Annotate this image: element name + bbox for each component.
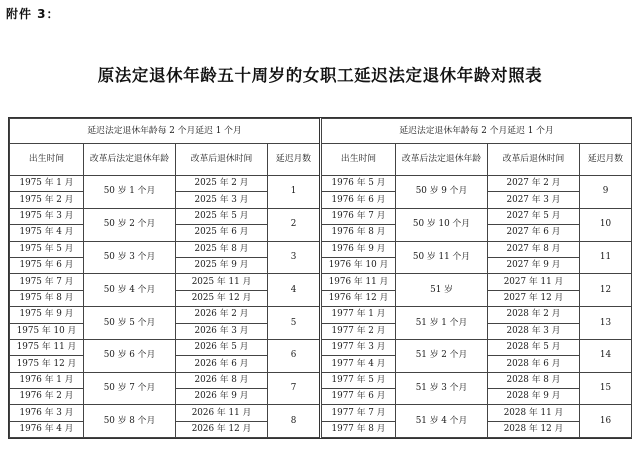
retirement-date-cell: 2026 年 3 月 [176, 323, 268, 339]
page-title: 原法定退休年龄五十周岁的女职工延迟法定退休年龄对照表 [97, 66, 543, 85]
retirement-age-cell: 51 岁 1 个月 [396, 307, 488, 340]
col-header-birth: 出生时间 [322, 144, 396, 176]
delay-months-cell: 10 [580, 208, 632, 241]
retirement-date-cell: 2028 年 12 月 [488, 421, 580, 437]
delay-months-cell: 2 [268, 208, 320, 241]
delay-months-cell: 9 [580, 176, 632, 209]
birth-date-cell: 1975 年 4 月 [10, 225, 84, 241]
birth-date-cell: 1976 年 7 月 [322, 208, 396, 224]
col-header-delay: 延迟月数 [268, 144, 320, 176]
birth-date-cell: 1976 年 1 月 [10, 372, 84, 388]
table-column-header-row [10, 144, 320, 176]
delay-months-cell: 6 [268, 339, 320, 372]
table-row [10, 208, 320, 224]
right-table [321, 118, 632, 438]
retirement-date-cell: 2025 年 12 月 [176, 290, 268, 306]
retirement-date-cell: 2026 年 2 月 [176, 307, 268, 323]
retirement-date-cell: 2027 年 9 月 [488, 257, 580, 273]
retirement-date-cell: 2028 年 8 月 [488, 372, 580, 388]
table-row [322, 405, 632, 421]
delay-months-cell: 11 [580, 241, 632, 274]
col-header-delay: 延迟月数 [580, 144, 632, 176]
birth-date-cell: 1975 年 6 月 [10, 257, 84, 273]
retirement-date-cell: 2026 年 6 月 [176, 356, 268, 372]
retirement-age-cell: 50 岁 2 个月 [84, 208, 176, 241]
retirement-date-cell: 2027 年 5 月 [488, 208, 580, 224]
table-row [10, 307, 320, 323]
table-right-half [321, 118, 631, 438]
attachment-label: 附件 3： [6, 7, 60, 21]
table-group-header-row [10, 119, 320, 144]
delay-months-cell: 4 [268, 274, 320, 307]
retirement-age-cell: 50 岁 5 个月 [84, 307, 176, 340]
table-row [10, 241, 320, 257]
retirement-date-cell: 2028 年 2 月 [488, 307, 580, 323]
table-row [322, 176, 632, 192]
retirement-age-cell: 50 岁 8 个月 [84, 405, 176, 438]
retirement-date-cell: 2028 年 5 月 [488, 339, 580, 355]
retirement-age-cell: 50 岁 9 个月 [396, 176, 488, 209]
birth-date-cell: 1975 年 11 月 [10, 339, 84, 355]
col-header-retire: 改革后退休时间 [488, 144, 580, 176]
table-row [10, 274, 320, 290]
delay-months-cell: 7 [268, 372, 320, 405]
retirement-date-cell: 2025 年 9 月 [176, 257, 268, 273]
table-row [322, 372, 632, 388]
birth-date-cell: 1976 年 3 月 [10, 405, 84, 421]
birth-date-cell: 1977 年 8 月 [322, 421, 396, 437]
retirement-date-cell: 2026 年 12 月 [176, 421, 268, 437]
table-row [10, 405, 320, 421]
retirement-age-cell: 50 岁 3 个月 [84, 241, 176, 274]
birth-date-cell: 1976 年 5 月 [322, 176, 396, 192]
retirement-date-cell: 2026 年 9 月 [176, 389, 268, 405]
col-header-age: 改革后法定退休年龄 [396, 144, 488, 176]
retirement-age-cell: 51 岁 3 个月 [396, 372, 488, 405]
birth-date-cell: 1976 年 9 月 [322, 241, 396, 257]
delay-months-cell: 13 [580, 307, 632, 340]
birth-date-cell: 1977 年 2 月 [322, 323, 396, 339]
delay-months-cell: 16 [580, 405, 632, 438]
table-row [322, 208, 632, 224]
delay-months-cell: 3 [268, 241, 320, 274]
col-header-birth: 出生时间 [10, 144, 84, 176]
retirement-date-cell: 2027 年 12 月 [488, 290, 580, 306]
group-header: 延迟法定退休年龄每 2 个月延迟 1 个月 [10, 119, 320, 144]
delay-months-cell: 14 [580, 339, 632, 372]
retirement-date-cell: 2025 年 5 月 [176, 208, 268, 224]
retirement-date-cell: 2027 年 3 月 [488, 192, 580, 208]
table-row [322, 274, 632, 290]
retirement-age-cell: 51 岁 2 个月 [396, 339, 488, 372]
retirement-date-cell: 2025 年 8 月 [176, 241, 268, 257]
retirement-date-cell: 2025 年 2 月 [176, 176, 268, 192]
col-header-age: 改革后法定退休年龄 [84, 144, 176, 176]
birth-date-cell: 1975 年 2 月 [10, 192, 84, 208]
birth-date-cell: 1977 年 5 月 [322, 372, 396, 388]
retirement-age-cell: 51 岁 4 个月 [396, 405, 488, 438]
birth-date-cell: 1975 年 5 月 [10, 241, 84, 257]
retirement-date-cell: 2026 年 5 月 [176, 339, 268, 355]
retirement-age-cell: 50 岁 1 个月 [84, 176, 176, 209]
group-header: 延迟法定退休年龄每 2 个月延迟 1 个月 [322, 119, 632, 144]
birth-date-cell: 1977 年 7 月 [322, 405, 396, 421]
birth-date-cell: 1977 年 3 月 [322, 339, 396, 355]
birth-date-cell: 1977 年 4 月 [322, 356, 396, 372]
retirement-date-cell: 2028 年 3 月 [488, 323, 580, 339]
retirement-date-cell: 2025 年 3 月 [176, 192, 268, 208]
table-left-half [9, 118, 319, 438]
birth-date-cell: 1975 年 10 月 [10, 323, 84, 339]
table-row [10, 372, 320, 388]
birth-date-cell: 1975 年 3 月 [10, 208, 84, 224]
retirement-age-cell: 50 岁 6 个月 [84, 339, 176, 372]
table-row [10, 339, 320, 355]
birth-date-cell: 1976 年 6 月 [322, 192, 396, 208]
comparison-table [8, 117, 632, 439]
table-group-header-row [322, 119, 632, 144]
birth-date-cell: 1976 年 10 月 [322, 257, 396, 273]
retirement-age-cell: 50 岁 10 个月 [396, 208, 488, 241]
birth-date-cell: 1976 年 12 月 [322, 290, 396, 306]
table-row [322, 339, 632, 355]
birth-date-cell: 1976 年 8 月 [322, 225, 396, 241]
retirement-date-cell: 2027 年 6 月 [488, 225, 580, 241]
birth-date-cell: 1975 年 1 月 [10, 176, 84, 192]
delay-months-cell: 1 [268, 176, 320, 209]
delay-months-cell: 15 [580, 372, 632, 405]
table-row [322, 307, 632, 323]
retirement-date-cell: 2026 年 11 月 [176, 405, 268, 421]
retirement-date-cell: 2028 年 11 月 [488, 405, 580, 421]
retirement-date-cell: 2027 年 8 月 [488, 241, 580, 257]
retirement-age-cell: 50 岁 11 个月 [396, 241, 488, 274]
birth-date-cell: 1976 年 11 月 [322, 274, 396, 290]
retirement-age-cell: 50 岁 7 个月 [84, 372, 176, 405]
retirement-date-cell: 2026 年 8 月 [176, 372, 268, 388]
retirement-date-cell: 2025 年 11 月 [176, 274, 268, 290]
birth-date-cell: 1975 年 12 月 [10, 356, 84, 372]
delay-months-cell: 8 [268, 405, 320, 438]
birth-date-cell: 1975 年 9 月 [10, 307, 84, 323]
col-header-retire: 改革后退休时间 [176, 144, 268, 176]
birth-date-cell: 1975 年 7 月 [10, 274, 84, 290]
retirement-date-cell: 2025 年 6 月 [176, 225, 268, 241]
birth-date-cell: 1977 年 1 月 [322, 307, 396, 323]
birth-date-cell: 1977 年 6 月 [322, 389, 396, 405]
delay-months-cell: 12 [580, 274, 632, 307]
table-row [322, 241, 632, 257]
birth-date-cell: 1976 年 4 月 [10, 421, 84, 437]
retirement-date-cell: 2027 年 2 月 [488, 176, 580, 192]
retirement-age-cell: 51 岁 [396, 274, 488, 307]
retirement-date-cell: 2028 年 9 月 [488, 389, 580, 405]
retirement-date-cell: 2028 年 6 月 [488, 356, 580, 372]
birth-date-cell: 1976 年 2 月 [10, 389, 84, 405]
retirement-date-cell: 2027 年 11 月 [488, 274, 580, 290]
delay-months-cell: 5 [268, 307, 320, 340]
left-table [9, 118, 320, 438]
retirement-age-cell: 50 岁 4 个月 [84, 274, 176, 307]
table-row [10, 176, 320, 192]
birth-date-cell: 1975 年 8 月 [10, 290, 84, 306]
table-column-header-row [322, 144, 632, 176]
